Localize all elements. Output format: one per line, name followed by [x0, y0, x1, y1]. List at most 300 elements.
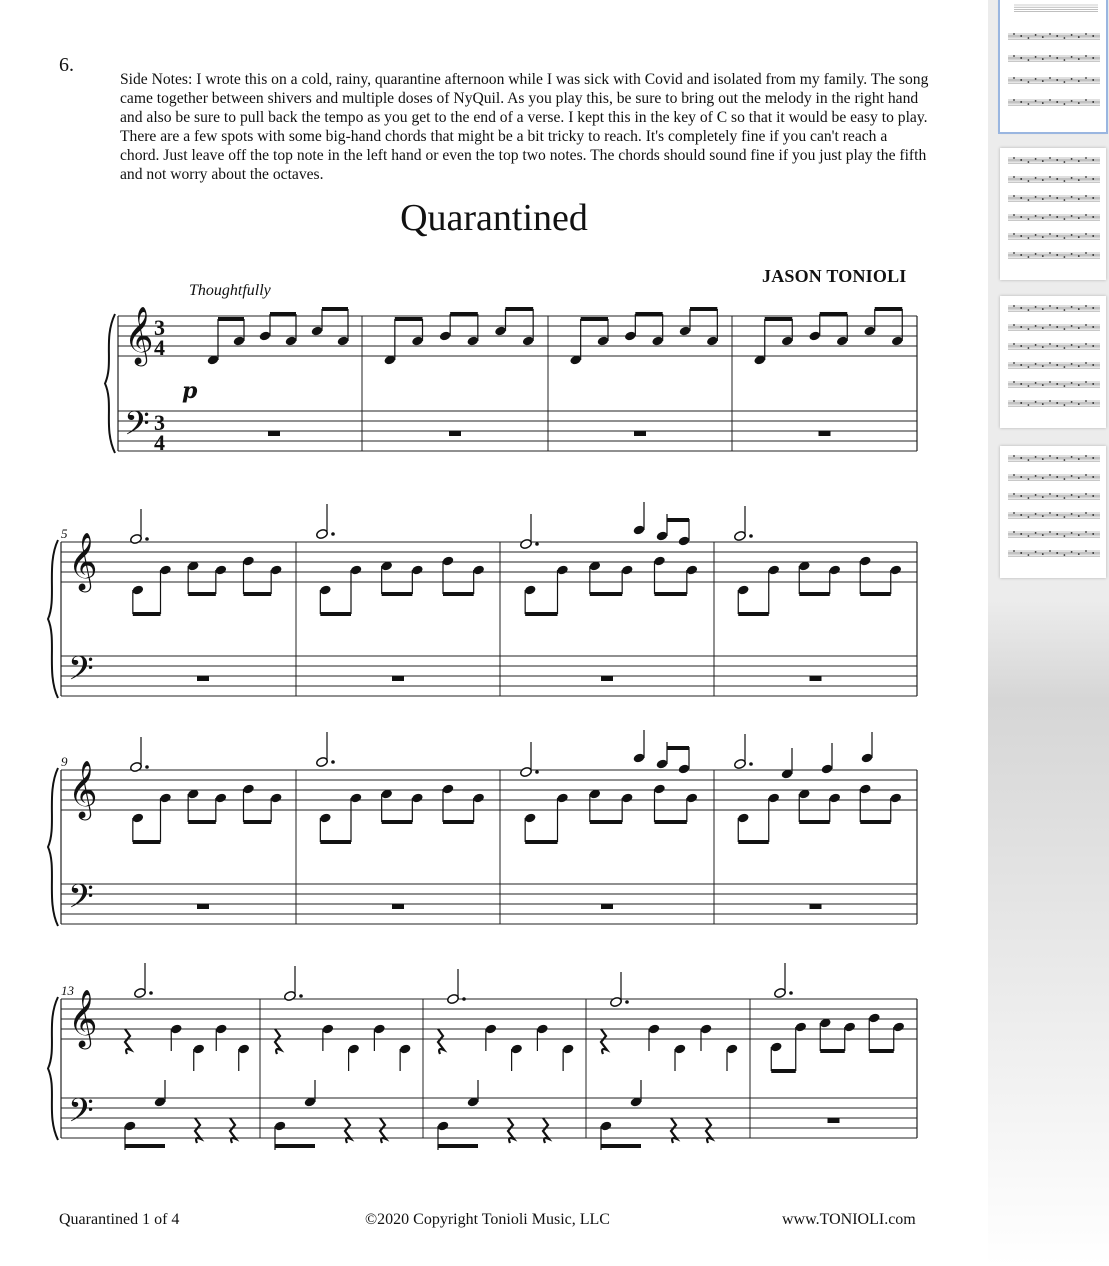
thumbnail-note	[1071, 532, 1073, 534]
thumbnail-note	[1071, 196, 1073, 198]
thumbnail-note	[1020, 402, 1022, 404]
thumbnail-note	[1071, 475, 1073, 477]
thumbnail-note	[1042, 179, 1044, 181]
whole-rest	[268, 431, 280, 436]
thumbnail-note	[1042, 36, 1044, 38]
thumbnail-note	[1071, 551, 1073, 553]
thumbnail-note	[1020, 552, 1022, 554]
thumbnail-note	[1085, 343, 1087, 345]
augmentation-dot	[145, 765, 149, 769]
quarter-rest	[275, 1029, 281, 1054]
treble-clef-icon: 𝄞	[68, 532, 98, 590]
thumbnail-note	[1078, 403, 1080, 405]
thumbnail-note	[1028, 199, 1030, 201]
treble-clef-icon: 𝄞	[68, 760, 98, 818]
thumbnail-note	[1049, 400, 1051, 402]
thumbnail-note	[1085, 176, 1087, 178]
thumbnail-note	[1078, 179, 1080, 181]
thumbnail-note	[1092, 533, 1094, 535]
thumbnail-note	[1049, 157, 1051, 159]
thumbnail-note	[1092, 383, 1094, 385]
thumbnail-note	[1035, 456, 1037, 458]
thumbnail-note	[1092, 326, 1094, 328]
thumbnail-note	[1035, 494, 1037, 496]
thumbnail-note	[1071, 306, 1073, 308]
thumbnail-note	[1042, 327, 1044, 329]
quarter-rest	[671, 1118, 677, 1143]
thumbnail-note	[1071, 382, 1073, 384]
thumbnail-note	[1085, 531, 1087, 533]
composer-name: JASON TONIOLI	[762, 266, 907, 286]
thumbnail-note	[1035, 100, 1037, 102]
thumbnail-note	[1049, 176, 1051, 178]
thumbnail-preview	[1008, 157, 1100, 258]
thumbnail-note	[1064, 180, 1066, 182]
whole-rest	[634, 431, 646, 436]
thumbnail-preview	[1008, 305, 1100, 406]
thumbnail-note	[1035, 215, 1037, 217]
thumbnail-note	[1085, 493, 1087, 495]
thumbnail-note	[1013, 305, 1015, 307]
thumbnail-note	[1071, 215, 1073, 217]
thumbnail-note	[1049, 252, 1051, 254]
thumbnail-note	[1092, 345, 1094, 347]
whole-rest	[601, 904, 613, 909]
thumbnail-note	[1064, 328, 1066, 330]
thumbnail-note	[1042, 198, 1044, 200]
thumbnail-note	[1071, 177, 1073, 179]
thumbnail-note	[1035, 196, 1037, 198]
thumbnail-note	[1020, 79, 1022, 81]
thumbnail-note	[1035, 551, 1037, 553]
thumbnail-note	[1020, 35, 1022, 37]
thumbnail-note	[1028, 385, 1030, 387]
music-system	[48, 502, 917, 698]
thumbnail-note	[1064, 478, 1066, 480]
thumbnail-note	[1042, 80, 1044, 82]
thumbnail-note	[1049, 362, 1051, 364]
thumbnail-note	[1020, 364, 1022, 366]
quarter-rest	[543, 1118, 549, 1143]
thumbnail-note	[1071, 494, 1073, 496]
thumbnail-note	[1013, 233, 1015, 235]
grand-staff-brace	[48, 997, 58, 1140]
thumbnail-note	[1092, 514, 1094, 516]
thumbnail-note	[1028, 59, 1030, 61]
thumbnail-note	[1042, 346, 1044, 348]
thumbnail-note	[1028, 81, 1030, 83]
thumbnail-note	[1064, 309, 1066, 311]
thumbnail-note	[1013, 55, 1015, 57]
thumbnail-note	[1085, 455, 1087, 457]
quarter-rest	[601, 1029, 607, 1054]
thumbnail-note	[1092, 159, 1094, 161]
thumbnail-note	[1092, 235, 1094, 237]
thumbnail-note	[1020, 476, 1022, 478]
thumbnail-note	[1042, 58, 1044, 60]
thumbnail-note	[1078, 534, 1080, 536]
augmentation-dot	[299, 994, 303, 998]
treble-clef-icon: 𝄞	[124, 306, 154, 364]
thumbnail-note	[1020, 57, 1022, 59]
music-system	[105, 306, 917, 455]
thumbnail-note	[1042, 102, 1044, 104]
thumbnail-note	[1028, 404, 1030, 406]
thumbnail-note	[1028, 256, 1030, 258]
quarter-rest	[380, 1118, 386, 1143]
thumbnail-note	[1013, 214, 1015, 216]
thumbnail-note	[1078, 477, 1080, 479]
thumbnail-note	[1028, 347, 1030, 349]
thumbnail-note	[1056, 514, 1058, 516]
thumbnail-note	[1056, 178, 1058, 180]
quarter-rest	[438, 1029, 444, 1054]
thumbnail-note	[1078, 160, 1080, 162]
thumbnail-note	[1078, 308, 1080, 310]
thumbnail-note	[1064, 404, 1066, 406]
augmentation-dot	[749, 534, 753, 538]
thumbnail-preview	[1008, 5, 1100, 105]
thumbnail-note	[1056, 326, 1058, 328]
thumbnail-note	[1064, 535, 1066, 537]
thumbnail-page-4[interactable]	[1000, 446, 1106, 578]
thumbnail-note	[1071, 325, 1073, 327]
thumbnail-note	[1085, 55, 1087, 57]
thumbnail-note	[1071, 234, 1073, 236]
thumbnail-note	[1064, 385, 1066, 387]
thumbnail-note	[1092, 178, 1094, 180]
thumbnail-note	[1078, 58, 1080, 60]
thumbnail-note	[1071, 344, 1073, 346]
thumbnail-note	[1092, 197, 1094, 199]
thumbnail-note	[1035, 382, 1037, 384]
thumbnail-note	[1049, 233, 1051, 235]
thumbnail-note	[1092, 101, 1094, 103]
augmentation-dot	[331, 532, 335, 536]
thumbnail-note	[1042, 365, 1044, 367]
thumbnail-note	[1028, 497, 1030, 499]
thumbnail-note	[1042, 458, 1044, 460]
thumbnail-note	[1064, 103, 1066, 105]
whole-rest	[819, 431, 831, 436]
thumbnail-note	[1085, 512, 1087, 514]
thumbnail-note	[1071, 78, 1073, 80]
thumbnail-page-1[interactable]	[1000, 0, 1106, 132]
thumbnail-note	[1085, 400, 1087, 402]
bass-clef-icon: 𝄢	[124, 405, 150, 451]
augmentation-dot	[462, 997, 466, 1001]
treble-clef-icon: 𝄞	[68, 989, 98, 1047]
thumbnail-note	[1056, 159, 1058, 161]
thumbnail-note	[1056, 254, 1058, 256]
augmentation-dot	[749, 762, 753, 766]
time-signature-digit: 3	[154, 410, 165, 435]
thumbnail-note	[1013, 550, 1015, 552]
thumbnail-note	[1056, 79, 1058, 81]
thumbnail-note	[1042, 384, 1044, 386]
thumbnail-note	[1056, 383, 1058, 385]
thumbnail-note	[1028, 554, 1030, 556]
thumbnail-note	[1035, 363, 1037, 365]
thumbnail-note	[1049, 512, 1051, 514]
thumbnail-note	[1064, 199, 1066, 201]
thumbnail-note	[1064, 366, 1066, 368]
quarter-rest	[508, 1118, 514, 1143]
quarter-rest	[706, 1118, 712, 1143]
thumbnail-note	[1035, 78, 1037, 80]
thumbnail-note	[1028, 516, 1030, 518]
thumbnail-note	[1092, 79, 1094, 81]
thumbnail-note	[1078, 384, 1080, 386]
thumbnail-note	[1020, 216, 1022, 218]
thumbnail-note	[1028, 459, 1030, 461]
thumbnail-note	[1085, 99, 1087, 101]
thumbnail-note	[1049, 343, 1051, 345]
whole-rest	[392, 904, 404, 909]
thumbnail-note	[1020, 197, 1022, 199]
thumbnail-note	[1064, 459, 1066, 461]
thumbnail-note	[1071, 401, 1073, 403]
thumbnail-note	[1049, 381, 1051, 383]
thumbnail-note	[1085, 252, 1087, 254]
thumbnail-note	[1064, 347, 1066, 349]
time-signature-digit: 3	[154, 315, 165, 340]
footer-website: www.TONIOLI.com	[782, 1211, 916, 1228]
thumbnail-note	[1085, 195, 1087, 197]
thumbnail-note	[1049, 455, 1051, 457]
augmentation-dot	[145, 537, 149, 541]
thumbnail-note	[1071, 253, 1073, 255]
thumbnail-note	[1071, 100, 1073, 102]
thumbnail-note	[1042, 553, 1044, 555]
thumbnail-note	[1078, 198, 1080, 200]
thumbnail-note	[1013, 455, 1015, 457]
whole-rest	[601, 676, 613, 681]
thumbnail-note	[1049, 214, 1051, 216]
thumbnail-note	[1020, 345, 1022, 347]
thumbnail-note	[1049, 55, 1051, 57]
thumbnail-page-2[interactable]	[1000, 148, 1106, 280]
thumbnail-note	[1035, 234, 1037, 236]
quarter-rest	[195, 1118, 201, 1143]
whole-rest	[810, 904, 822, 909]
thumbnail-note	[1020, 101, 1022, 103]
thumbnail-note	[1056, 364, 1058, 366]
thumbnail-note	[1042, 477, 1044, 479]
thumbnail-note	[1049, 324, 1051, 326]
tempo-marking: Thoughtfully	[189, 282, 271, 299]
thumbnail-note	[1049, 77, 1051, 79]
measure-number: 13	[61, 983, 74, 998]
thumbnail-note	[1042, 160, 1044, 162]
thumbnail-note	[1028, 37, 1030, 39]
time-signature-digit: 4	[154, 335, 165, 360]
thumbnail-note	[1064, 161, 1066, 163]
thumbnail-note	[1028, 366, 1030, 368]
thumbnail-note	[1071, 158, 1073, 160]
thumbnail-note	[1020, 159, 1022, 161]
thumbnail-note	[1013, 33, 1015, 35]
thumbnail-note	[1049, 550, 1051, 552]
thumbnail-note	[1085, 324, 1087, 326]
measure-number: 9	[61, 754, 68, 769]
thumbnail-note	[1092, 457, 1094, 459]
thumbnail-note	[1020, 254, 1022, 256]
thumbnail-note	[1028, 478, 1030, 480]
thumbnail-note	[1078, 36, 1080, 38]
thumbnail-note	[1092, 402, 1094, 404]
thumbnail-note	[1013, 512, 1015, 514]
thumbnail-note	[1071, 56, 1073, 58]
thumbnail-note	[1042, 403, 1044, 405]
thumbnail-note	[1056, 402, 1058, 404]
grand-staff-brace	[48, 540, 58, 698]
thumbnail-note	[1049, 99, 1051, 101]
thumbnail-note	[1013, 99, 1015, 101]
thumbnail-note	[1035, 344, 1037, 346]
thumbnail-note	[1035, 56, 1037, 58]
quarter-rest	[125, 1029, 131, 1054]
thumbnail-note	[1078, 327, 1080, 329]
augmentation-dot	[535, 542, 539, 546]
thumbnail-note	[1064, 59, 1066, 61]
thumbnail-note	[1078, 236, 1080, 238]
thumbnail-note	[1078, 515, 1080, 517]
thumbnail-note	[1013, 252, 1015, 254]
thumbnail-note	[1020, 307, 1022, 309]
thumbnail-note	[1064, 37, 1066, 39]
thumbnail-note	[1020, 178, 1022, 180]
thumbnail-note	[1085, 550, 1087, 552]
thumbnail-note	[1092, 57, 1094, 59]
thumbnail-note	[1056, 216, 1058, 218]
thumbnail-note	[1056, 476, 1058, 478]
thumbnail-note	[1085, 305, 1087, 307]
augmentation-dot	[535, 770, 539, 774]
thumbnail-note	[1078, 496, 1080, 498]
music-system	[48, 730, 917, 926]
thumbnail-note	[1028, 535, 1030, 537]
time-signature-digit: 4	[154, 430, 165, 455]
thumbnail-note	[1042, 534, 1044, 536]
thumbnail-note	[1064, 516, 1066, 518]
augmentation-dot	[331, 760, 335, 764]
thumbnail-note	[1049, 474, 1051, 476]
thumbnail-note	[1064, 256, 1066, 258]
thumbnail-note	[1064, 81, 1066, 83]
thumbnail-note	[1078, 217, 1080, 219]
augmentation-dot	[149, 991, 153, 995]
whole-rest	[392, 676, 404, 681]
thumbnail-note	[1064, 554, 1066, 556]
thumbnail-note	[1085, 33, 1087, 35]
thumbnail-note	[1020, 326, 1022, 328]
footer-page-info: Quarantined 1 of 4	[59, 1211, 180, 1228]
thumbnail-note	[1092, 495, 1094, 497]
thumbnail-note	[1035, 34, 1037, 36]
thumbnail-note	[1078, 102, 1080, 104]
whole-rest	[810, 676, 822, 681]
footer-copyright: ©2020 Copyright Tonioli Music, LLC	[365, 1211, 610, 1228]
thumbnail-note	[1042, 217, 1044, 219]
quarter-rest	[345, 1118, 351, 1143]
thumbnail-note	[1013, 362, 1015, 364]
thumbnail-note	[1020, 495, 1022, 497]
thumbnail-note	[1056, 35, 1058, 37]
whole-rest	[197, 676, 209, 681]
thumbnail-preview	[1008, 455, 1100, 556]
thumbnail-note	[1056, 57, 1058, 59]
thumbnail-note	[1078, 365, 1080, 367]
thumbnail-note	[1092, 364, 1094, 366]
thumbnail-note	[1064, 218, 1066, 220]
thumbnail-note	[1013, 400, 1015, 402]
thumbnail-note	[1013, 343, 1015, 345]
thumbnail-note	[1035, 253, 1037, 255]
thumbnail-note	[1035, 325, 1037, 327]
thumbnail-note	[1092, 476, 1094, 478]
thumbnail-note	[1085, 233, 1087, 235]
thumbnail-note	[1085, 362, 1087, 364]
thumbnail-note	[1078, 80, 1080, 82]
thumbnail-note	[1042, 515, 1044, 517]
thumbnail-note	[1064, 237, 1066, 239]
thumbnail-note	[1013, 381, 1015, 383]
thumbnail-note	[1013, 531, 1015, 533]
thumbnail-note	[1085, 474, 1087, 476]
thumbnail-note	[1056, 495, 1058, 497]
measure-number: 5	[61, 526, 68, 541]
thumbnail-note	[1085, 381, 1087, 383]
thumbnail-note	[1056, 307, 1058, 309]
thumbnail-note	[1013, 77, 1015, 79]
thumbnail-note	[1078, 255, 1080, 257]
thumbnail-note	[1049, 493, 1051, 495]
thumbnail-note	[1028, 309, 1030, 311]
thumbnail-note	[1092, 307, 1094, 309]
thumbnail-note	[1078, 458, 1080, 460]
grand-staff-brace	[48, 768, 58, 926]
thumbnail-note	[1085, 77, 1087, 79]
side-notes-text: Side Notes: I wrote this on a cold, rainy, quarantine afternoon while I was sick with Covid and isolated from my family. The song came together between shivers and multiple doses of NyQuil. As you play this, be sure to bring out the melody in the right hand and also be sure to pull back the tempo as you get to the end of a verse. I kept this in the key of C so that it would be easy to play. There are a few spots with some big-hand chords that might be a bit tricky to reach. It's completely fine if you can't reach a chord. Just leave off the top note in the left hand or even the top two notes. The chords should sound fine if you just play the fifth and not worry about the octaves.	[120, 71, 929, 183]
thumbnail-note	[1071, 513, 1073, 515]
page-number-label: 6.	[59, 54, 74, 76]
dynamic-marking: p	[182, 378, 198, 404]
thumbnail-note	[1035, 475, 1037, 477]
thumbnail-note	[1013, 493, 1015, 495]
thumbnail-note	[1078, 553, 1080, 555]
bass-clef-icon: 𝄢	[68, 878, 94, 924]
thumbnail-note	[1042, 255, 1044, 257]
thumbnail-page-3[interactable]	[1000, 296, 1106, 428]
thumbnail-note	[1035, 401, 1037, 403]
thumbnail-note	[1085, 157, 1087, 159]
bass-clef-icon: 𝄢	[68, 650, 94, 696]
thumbnail-note	[1092, 216, 1094, 218]
thumbnail-note	[1092, 254, 1094, 256]
thumbnail-note	[1056, 235, 1058, 237]
thumbnail-note	[1071, 363, 1073, 365]
thumbnail-note	[1013, 195, 1015, 197]
thumbnail-note	[1092, 35, 1094, 37]
whole-rest	[197, 904, 209, 909]
thumbnail-note	[1078, 346, 1080, 348]
thumbnail-note	[1013, 324, 1015, 326]
quarter-rest	[230, 1118, 236, 1143]
thumbnail-note	[1042, 496, 1044, 498]
song-title: Quarantined	[400, 197, 588, 239]
thumbnail-note	[1071, 456, 1073, 458]
